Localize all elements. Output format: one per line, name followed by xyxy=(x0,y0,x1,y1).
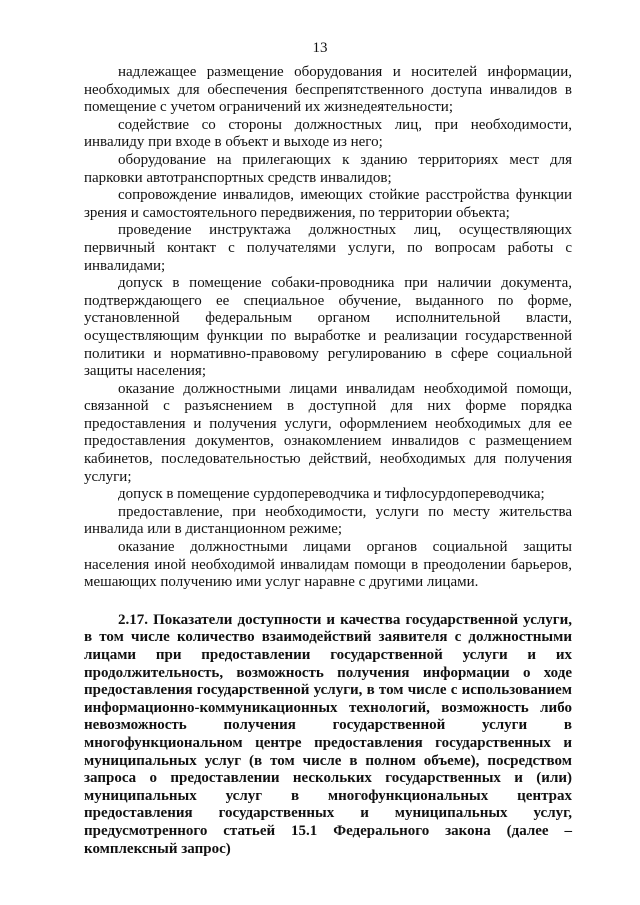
paragraph-parking: оборудование на прилегающих к зданию территориях мест для парковки автотранспортных средств инвалидов; xyxy=(84,151,572,186)
paragraph-help: оказание должностными лицами инвалидам необходимой помощи, связанной с разъяснением в доступной для них форме порядка предоставления и получения услуги, оформлением необходимых для ее предоставления документов, ознакомлением инвалидов с размещением кабинетов, последовательностью действий, необходимых для получения услуги; xyxy=(84,380,572,485)
section-heading-2-17: 2.17. Показатели доступности и качества государственной услуги, в том числе количество взаимодействий заявителя с должностными лицами при предоставлении государственной услуги и их продолжительность, возможность получения информации о ходе предоставления государственной услуги, в том числе с использованием информационно-коммуникационных технологий, возможность либо невозможность получения государственной услуги в многофункциональном центре предоставления государственных и муниципальных услуг (в том числе в полном объеме), посредством запроса о предоставлении нескольких государственных и (или) муниципальных услуг в многофункциональных центрах предоставления государственных и муниципальных услуг, предусмотренного статьей 15.1 Федерального закона (далее – комплексный запрос) xyxy=(84,611,572,857)
paragraph-remote-service: предоставление, при необходимости, услуги по месту жительства инвалида или в дистанционном режиме; xyxy=(84,503,572,538)
paragraph-guide-dog: допуск в помещение собаки-проводника при наличии документа, подтверждающего ее специальное обучение, выданного по форме, установленной федеральным органом исполнительной власти, осуществляющим функции по выработке и реализации государственной политики и нормативно-правовому регулированию в сфере социальной защиты населения; xyxy=(84,275,572,380)
paragraph-briefing: проведение инструктажа должностных лиц, осуществляющих первичный контакт с получателями услуги, по вопросам работы с инвалидами; xyxy=(84,222,572,274)
paragraph-escort: сопровождение инвалидов, имеющих стойкие расстройства функции зрения и самостоятельного передвижения, по территории объекта; xyxy=(84,187,572,221)
paragraph-other-help: оказание должностными лицами органов социальной защиты населения иной необходимой инвалидам помощи в преодолении барьеров, мешающих получению ими услуг наравне с другими лицами. xyxy=(84,539,572,591)
paragraph-official-assistance: содействие со стороны должностных лиц, при необходимости, инвалиду при входе в объект и выходе из него; xyxy=(84,116,572,151)
document-body xyxy=(84,64,572,858)
page-number: 13 xyxy=(312,40,328,56)
paragraph-sign-interpreter: допуск в помещение сурдопереводчика и тифлосурдопереводчика; xyxy=(118,486,545,503)
paragraph-equipment-placement: надлежащее размещение оборудования и носителей информации, необходимых для обеспечения беспрепятственного доступа инвалидов в помещение с учетом ограничений их жизнедеятельности; xyxy=(84,64,572,116)
